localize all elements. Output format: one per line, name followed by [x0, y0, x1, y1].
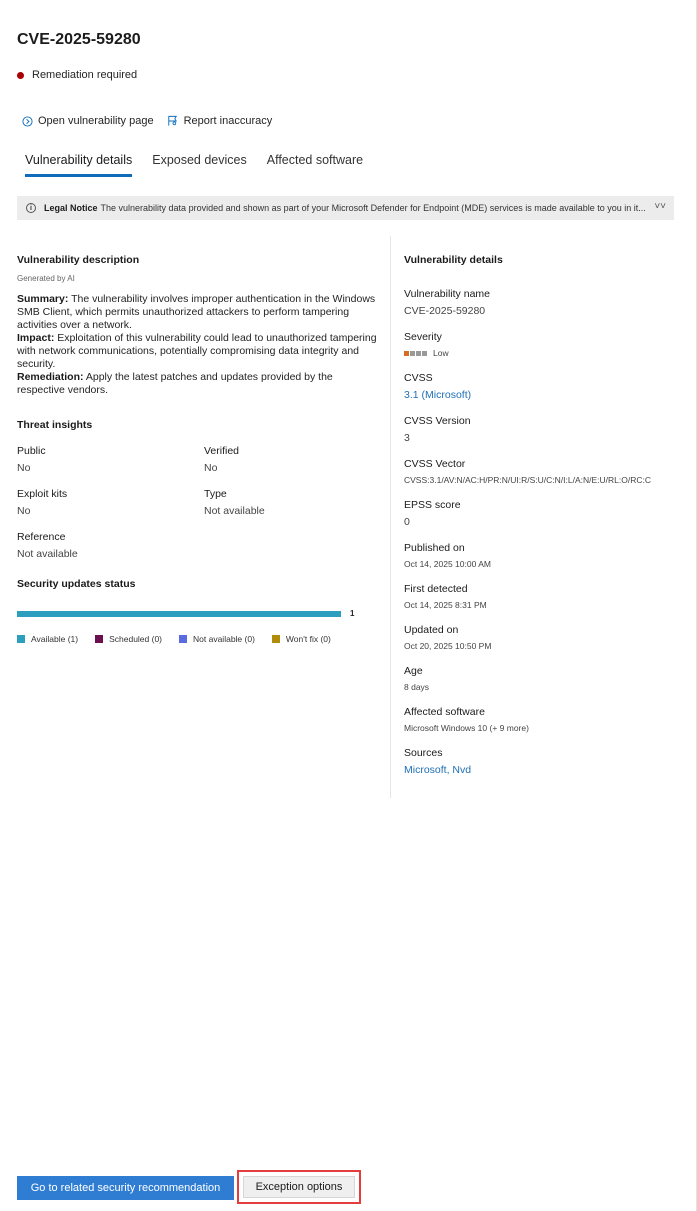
sources-label: Sources — [404, 747, 443, 759]
severity-bar-segment — [404, 351, 409, 356]
updated-label: Updated on — [404, 624, 459, 636]
column-divider — [390, 236, 391, 798]
tab-bar — [25, 153, 383, 177]
threat-reference — [17, 531, 204, 560]
cvss-vector-label: CVSS Vector — [404, 458, 466, 470]
remediation-label: Remediation: — [17, 371, 84, 383]
detail-vulnerability-name — [404, 288, 684, 317]
details-heading: Vulnerability details — [404, 254, 503, 266]
legal-notice-text: The vulnerability data provided and shown as part of your Microsoft Defender for Endpoint (MDE) services is made available to you in it... — [100, 203, 646, 213]
threat-verified-label: Verified — [204, 445, 240, 457]
legend-not-available-swatch — [179, 635, 187, 643]
updated-value: Oct 20, 2025 10:50 PM — [404, 641, 492, 651]
legend-scheduled[interactable] — [95, 634, 162, 644]
threat-public-label: Public — [17, 445, 46, 457]
summary-text: The vulnerability involves improper authentication in the Windows SMB Client, which permits unauthorized attackers to perform tampering activities over a network. — [17, 293, 376, 331]
legal-notice-banner[interactable] — [17, 196, 674, 220]
threat-public-value: No — [17, 462, 31, 474]
affected-software-label: Affected software — [404, 706, 485, 718]
legend-available-label: Available (1) — [31, 634, 79, 644]
page-title: CVE-2025-59280 — [17, 31, 141, 48]
threat-insights-heading: Threat insights — [17, 419, 93, 431]
threat-exploit-kits — [17, 488, 204, 517]
threat-verified-value: No — [204, 462, 218, 474]
updates-legend — [17, 634, 382, 644]
severity-indicator — [404, 348, 684, 358]
cvss-source: (Microsoft) — [421, 389, 472, 401]
threat-verified — [204, 445, 374, 474]
status-text: Remediation required — [32, 69, 138, 81]
report-inaccuracy-label: Report inaccuracy — [183, 115, 273, 127]
detail-age — [404, 665, 684, 692]
security-updates-heading: Security updates status — [17, 578, 136, 590]
description-heading: Vulnerability description — [17, 254, 140, 266]
detail-cvss-version — [404, 415, 684, 444]
legend-available-swatch — [17, 635, 25, 643]
vulnerability-name-label: Vulnerability name — [404, 288, 490, 300]
legend-wont-fix-swatch — [272, 635, 280, 643]
legend-not-available-label: Not available (0) — [193, 634, 255, 644]
severity-value: Low — [433, 348, 449, 358]
cvss-version-label: CVSS Version — [404, 415, 471, 427]
right-column — [404, 254, 684, 776]
cvss-version-value: 3 — [404, 432, 410, 444]
published-value: Oct 14, 2025 10:00 AM — [404, 559, 491, 569]
epss-value: 0 — [404, 516, 410, 528]
legend-scheduled-label: Scheduled (0) — [109, 634, 163, 644]
tab-affected-software[interactable]: Affected software — [266, 153, 364, 167]
threat-insights-grid — [17, 445, 382, 560]
open-vulnerability-page-label: Open vulnerability page — [38, 115, 154, 127]
flag-person-icon — [166, 115, 179, 127]
affected-software-value: Microsoft Windows 10 (+ 9 more) — [404, 723, 529, 733]
severity-label: Severity — [404, 331, 442, 343]
first-detected-label: First detected — [404, 583, 468, 595]
age-value: 8 days — [404, 682, 430, 692]
updates-count: 1 — [350, 609, 355, 618]
detail-first-detected — [404, 583, 684, 610]
detail-affected-software — [404, 706, 684, 733]
detail-cvss — [404, 372, 684, 401]
detail-updated — [404, 624, 684, 651]
exception-options-button[interactable]: Exception options — [243, 1176, 355, 1198]
updates-available-bar[interactable] — [17, 611, 341, 617]
legend-wont-fix-label: Won't fix (0) — [285, 634, 331, 644]
cvss-value[interactable] — [404, 389, 684, 401]
epss-label: EPSS score — [404, 499, 461, 511]
severity-bar-segment — [422, 351, 427, 356]
sources-link[interactable]: Microsoft, Nvd — [404, 764, 472, 776]
published-label: Published on — [404, 542, 465, 554]
action-bar — [22, 115, 284, 127]
threat-exploit-kits-value: No — [17, 505, 31, 517]
legend-available[interactable] — [17, 634, 78, 644]
threat-exploit-kits-label: Exploit kits — [17, 488, 68, 500]
expand-chevron-icon[interactable]: ˅˅ — [654, 201, 666, 212]
first-detected-value: Oct 14, 2025 8:31 PM — [404, 600, 487, 610]
legend-wont-fix[interactable] — [272, 634, 331, 644]
detail-severity — [404, 331, 684, 358]
go-to-recommendation-button[interactable]: Go to related security recommendation — [17, 1176, 234, 1200]
threat-type — [204, 488, 374, 517]
summary-label: Summary: — [17, 293, 69, 305]
report-inaccuracy-link[interactable] — [166, 115, 273, 127]
severity-bar-segment — [416, 351, 421, 356]
detail-cvss-vector — [404, 458, 684, 485]
cvss-vector-value: CVSS:3.1/AV:N/AC:H/PR:N/UI:R/S:U/C:N/I:L/A:N/E:U/RL:O/RC:C — [404, 475, 652, 485]
remediation-text: Apply the latest patches and updates provided by the respective vendors. — [17, 371, 333, 396]
cvss-score: 3.1 — [404, 389, 419, 401]
threat-type-value: Not available — [204, 505, 265, 517]
cvss-label: CVSS — [404, 372, 433, 384]
detail-published — [404, 542, 684, 569]
info-icon: i — [26, 203, 36, 213]
open-vulnerability-page-link[interactable] — [22, 115, 154, 127]
security-updates-bar — [17, 609, 382, 618]
legal-notice-label: Legal Notice — [44, 203, 98, 213]
status-indicator — [17, 69, 137, 81]
status-dot-icon — [17, 72, 24, 79]
generated-by-label: Generated by AI — [17, 274, 75, 283]
exception-options-highlight — [237, 1170, 361, 1204]
threat-reference-value: Not available — [17, 548, 78, 560]
age-label: Age — [404, 665, 423, 677]
arrow-circle-icon — [22, 116, 33, 127]
threat-reference-label: Reference — [17, 531, 66, 543]
impact-label: Impact: — [17, 332, 55, 344]
vulnerability-description — [17, 293, 382, 397]
threat-public — [17, 445, 204, 474]
detail-sources — [404, 747, 684, 776]
left-column — [17, 254, 382, 644]
tab-exposed-devices[interactable]: Exposed devices — [152, 153, 247, 167]
detail-epss — [404, 499, 684, 528]
severity-bar-segment — [410, 351, 415, 356]
threat-type-label: Type — [204, 488, 227, 500]
tab-vulnerability-details[interactable]: Vulnerability details — [25, 153, 132, 177]
vulnerability-name-value: CVE-2025-59280 — [404, 305, 486, 317]
legend-scheduled-swatch — [95, 635, 103, 643]
legend-not-available[interactable] — [179, 634, 255, 644]
impact-text: Exploitation of this vulnerability could lead to unauthorized tampering with network communications, potentially compromising data integrity and security. — [17, 332, 377, 370]
